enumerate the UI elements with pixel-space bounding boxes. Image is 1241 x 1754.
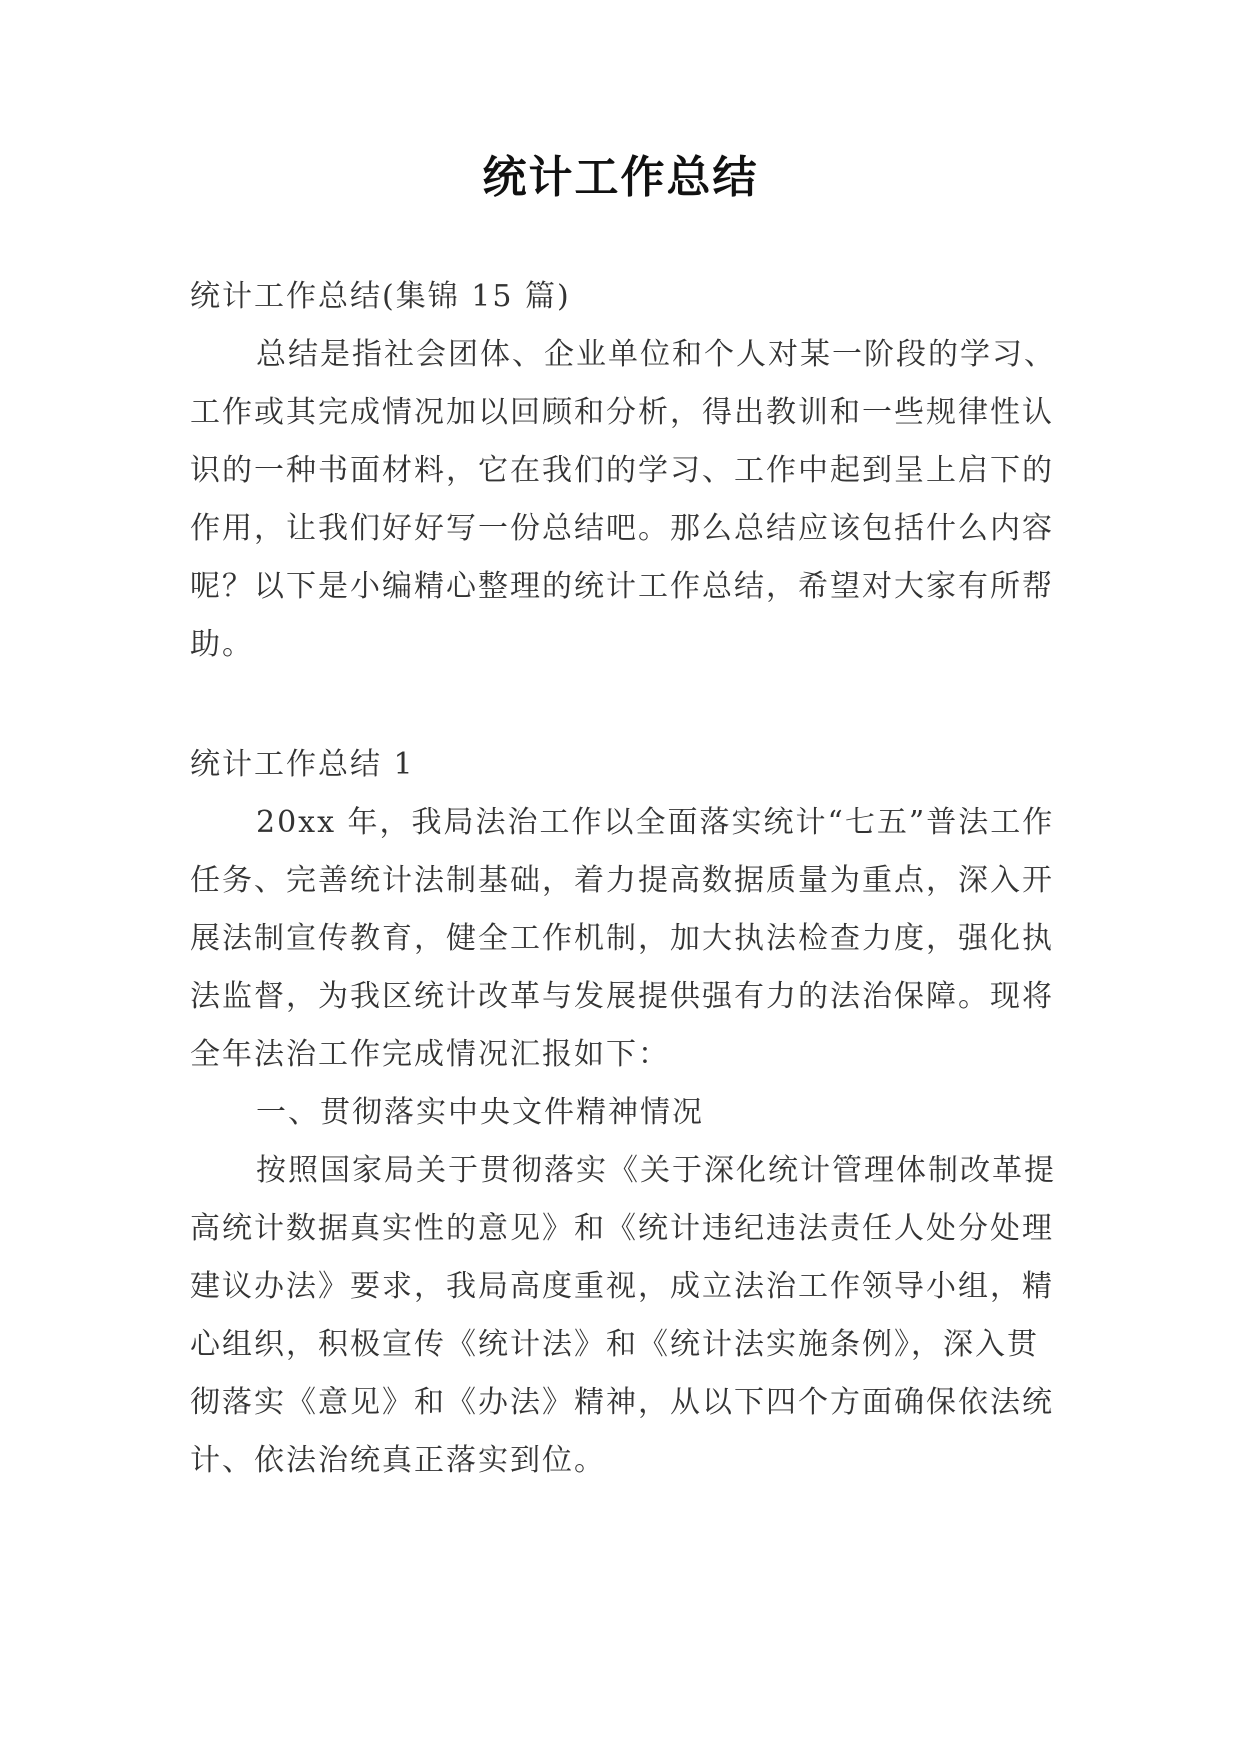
document-subtitle: 统计工作总结(集锦 15 篇) <box>190 279 571 314</box>
section-paragraph-1: 20xx 年，我局法治工作以全面落实统计“七五”普法工作任务、完善统计法制基础，着力提高数据质量为重点，深入开展法制宣传教育，健全工作机制，加大执法检查力度，强化执法监督，为我区统计改革与发展提供强有力的法治保障。现将全年法治工作完成情况汇报如下： <box>190 805 1055 1072</box>
section-subheading: 一、贯彻落实中央文件精神情况 <box>256 1095 704 1130</box>
intro-paragraph: 总结是指社会团体、企业单位和个人对某一阶段的学习、工作或其完成情况加以回顾和分析，得出教训和一些规律性认识的一种书面材料，它在我们的学习、工作中起到呈上启下的作用，让我们好好写一份总结吧。那么总结应该包括什么内容呢？以下是小编精心整理的统计工作总结，希望对大家有所帮助。 <box>190 337 1056 662</box>
document-title: 统计工作总结 <box>482 152 759 203</box>
section-paragraph-2: 按照国家局关于贯彻落实《关于深化统计管理体制改革提高统计数据真实性的意见》和《统计违纪违法责任人处分处理建议办法》要求，我局高度重视，成立法治工作领导小组，精心组织，积极宣传《统计法》和《统计法实施条例》，深入贯彻落实《意见》和《办法》精神，从以下四个方面确保依法统计、依法治统真正落实到位。 <box>190 1153 1056 1478</box>
section-heading: 统计工作总结 1 <box>190 747 415 782</box>
